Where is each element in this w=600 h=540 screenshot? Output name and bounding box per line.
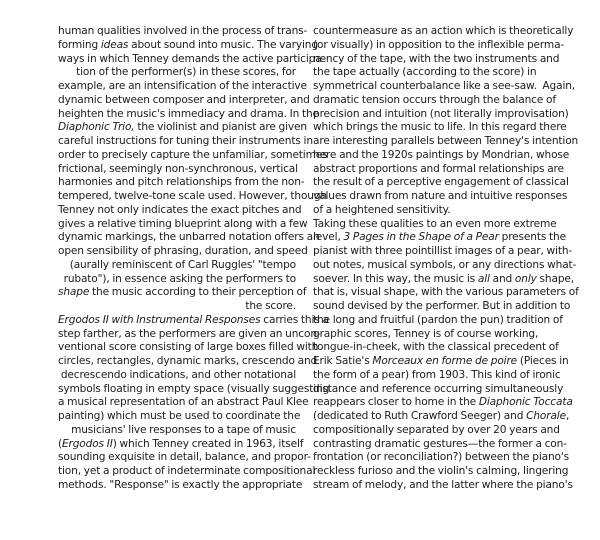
body-text: nency of the tape, with the two instruments and [313,52,560,65]
body-text: reappears closer to home in the [313,396,479,409]
body-text: human qualities involved in the process of trans- [58,25,308,37]
text-line [313,162,564,177]
body-text: and [489,272,515,285]
text-line [58,478,303,493]
text-line [313,94,558,108]
body-text: frictional, seemingly non-synchronous, vertical [58,162,298,175]
body-text: gives a relative timing blueprint along with a few [58,217,308,230]
body-text: tongue-in-cheek, with the classical precedent of [313,341,559,354]
body-text: abstract proportions and formal relationships are [313,162,564,175]
body-text: frontation (or reconciliation?) between the piano's [313,451,569,464]
text-line [58,217,308,232]
body-text: countermeasure as an action which is theoretically [313,25,574,37]
text-line [58,80,307,94]
body-text: reckless furioso and the violin's calming, lingering [313,465,569,477]
body-text: shape, [536,272,574,285]
text-line [313,53,558,67]
body-text: of a heightened sensitivity. [313,203,451,216]
body-text: order to precisely capture the unfamiliar, sometimes [58,148,328,161]
body-text: the long and fruitful (pardon the pun) tradition of [313,313,563,326]
text-line [58,341,319,355]
body-text: the music according to their perception of [89,286,307,299]
body-text: dramatic tension occurs through the balance of [313,93,556,106]
body-text: dynamic between composer and interpreter, and [58,93,310,106]
text-line [58,93,310,108]
text-line [58,286,307,300]
italic-title-text: Ergodos II with Instrumental Responses [58,313,261,326]
body-text: musicians' live responses to a tape of music [71,423,296,436]
body-text: pianist with three pointillist images of a pear, with- [313,245,573,257]
body-text: soever. In this way, the music is [313,272,478,285]
text-line [313,410,570,424]
body-text: tion of the performer(s) in these scores, for [76,66,296,79]
text-line [313,66,558,80]
text-line [313,258,577,273]
body-text: heighten the music's immediacy and drama. In the [58,107,319,120]
text-line [58,121,307,135]
text-line [58,396,309,410]
text-line [313,396,573,410]
italic-title-text: Diaphonic Toccata [478,396,573,409]
body-text: ways in which Tenney demands the active participa- [58,52,326,65]
text-line [313,80,576,94]
body-text: about sound into music. The varying [128,38,318,51]
text-line [313,355,569,369]
text-line [313,437,567,452]
text-line [313,272,574,287]
text-line [58,135,313,149]
body-text: presents the [498,231,566,244]
body-text: symbols floating in empty space (visually suggesting [58,382,330,395]
body-text: the score. [245,300,296,312]
body-text: open sensibility of phrasing, duration, and speed [58,245,308,257]
body-text: methods. "Response" is exactly the appropriate [58,478,303,491]
body-text: ( [58,437,62,450]
italic-title-text: Diaphonic Trio, [58,121,135,134]
text-line [313,478,573,493]
italic-title-text: shape [58,286,90,299]
text-line [58,369,296,383]
body-text: sound devised by the performer. But in addition to [313,300,571,312]
body-text: a musical representation of an abstract Paul Klee [58,396,309,409]
body-text: the tape actually (according to the score) in [313,66,537,79]
text-line [313,218,558,232]
body-text: dynamic markings, the unbarred notation offers an [58,231,320,244]
italic-title-text: Ergodos II [61,437,113,450]
body-text: are interesting parallels between Tenney's intention [313,135,579,147]
body-text: circles, rectangles, dynamic marks, crescendo and [58,355,318,367]
text-line [313,25,574,39]
body-text: Taking these qualities to an even more extreme [313,217,557,230]
body-text: painting) which must be used to coordinate the [58,410,301,422]
body-text: out notes, musical symbols, or any directions what- [313,258,577,271]
body-text: ) which Tenney created in 1963, itself [112,437,304,450]
text-line [58,66,296,80]
text-line [58,107,319,122]
body-text: , [565,410,570,422]
text-line [313,231,566,245]
body-text: stream of melody, and the latter where the piano's [313,478,573,491]
text-line [313,148,570,163]
text-line [313,135,579,149]
body-text: sounding exquisite in detail, balance, and propor- [58,451,311,464]
text-line [313,190,568,204]
text-line [58,245,308,259]
body-text: example, are an intensification of the interactive [58,80,307,92]
body-text: (aurally reminiscent of Carl Ruggles' "tempo [69,258,296,271]
body-text: Tenney not only indicates the exact pitches and [58,203,302,216]
body-text: that is, visual shape, with the various parameters of [313,286,579,299]
text-line [58,355,318,369]
body-text: decrescendo indications, and other notational [60,368,296,381]
text-line [313,368,561,383]
text-line [58,52,326,67]
text-line [58,203,302,218]
body-text: here and the 1920s paintings by Mondrian, whose [313,148,570,161]
text-line [313,204,558,218]
text-line [58,313,329,328]
italic-title-text: only [514,272,537,285]
text-line [313,286,579,300]
body-text: Erik Satie's [313,355,373,367]
text-line [313,176,569,190]
text-line [313,300,571,314]
body-text: harmonies and pitch relationships from the non- [58,176,305,189]
text-line [313,424,558,438]
text-line [313,328,558,342]
body-text: values drawn from nature and intuitive responses [313,190,568,202]
italic-title-text: Chorale [526,410,566,422]
italic-title-text: all [477,272,490,285]
text-line [58,148,328,163]
text-line [58,424,296,438]
text-line [313,451,569,465]
text-line [58,300,296,314]
body-text: careful instructions for tuning their instruments in [58,135,313,147]
text-line [313,382,564,397]
text-line [58,451,311,465]
text-line [58,231,320,245]
body-text: step farther, as the performers are given an uncon- [58,327,321,340]
italic-title-text: 3 Pages in the Shape of a Pear [343,231,499,244]
body-text: rubato"), in essence asking the performers to [63,272,296,285]
text-line [58,410,301,424]
text-line [58,38,318,53]
text-line [58,176,305,190]
text-line [58,163,296,177]
text-line [58,259,296,273]
body-text: carries this a [260,313,329,326]
body-text: precision and intuition (not literally improvisation) [313,107,569,120]
text-line [313,107,569,122]
italic-title-text: Morceaux en forme de poire [372,355,518,367]
italic-title-text: ideas [100,38,129,51]
text-line [58,382,330,397]
text-line [313,121,567,135]
body-text: which brings the music to life. In this regard there [313,121,567,134]
body-text: (Pieces in [517,355,569,367]
text-line [58,327,321,342]
body-text: the result of a perceptive engagement of classical [313,176,569,189]
body-text: tempered, twelve-tone scale used. However, though [58,190,327,202]
body-text: (dedicated to Ruth Crawford Seeger) and [313,410,527,422]
text-line [313,245,573,259]
text-line [313,465,569,479]
text-line [313,313,563,328]
body-text: distance and reference occurring simultaneously [313,382,564,395]
text-line [313,341,558,355]
body-text: compositionally separated by over 20 years and [313,423,560,436]
body-text: contrasting dramatic gestures—the former a con- [313,437,567,450]
body-text: level, [313,231,344,244]
right-text-column [313,25,579,493]
body-text: tion, yet a product of indeterminate compositional [58,465,316,477]
body-text: forming [58,38,101,51]
body-text: (or visually) in opposition to the inflexible perma- [313,38,565,51]
text-line [58,273,296,287]
text-line [58,25,308,39]
text-line [313,38,565,53]
body-text: ventional score consisting of large boxes filled with [58,341,319,354]
body-text: graphic scores, Tenney is of course working, [313,327,539,340]
body-text: symmetrical counterbalance like a see-saw. Again, [313,80,576,92]
text-line [58,437,304,452]
body-text: the form of a pear) from 1903. This kind of ironic [313,368,561,381]
text-line [58,190,327,204]
text-line [58,465,316,479]
body-text: the violinist and pianist are given [134,121,307,134]
